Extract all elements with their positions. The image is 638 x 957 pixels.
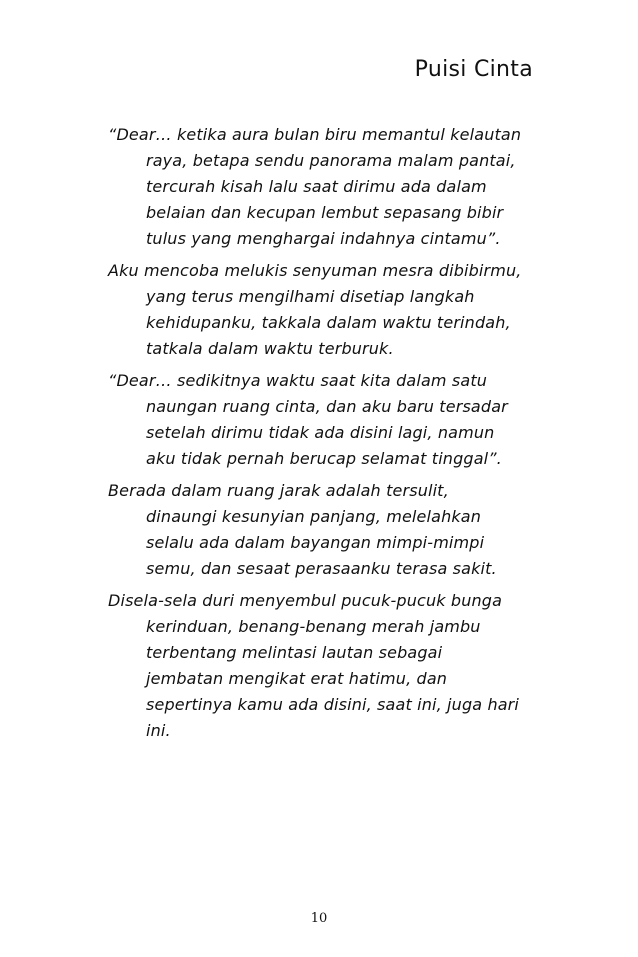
poem-line: “Dear… sedikitnya waktu saat kita dalam satu [108,371,488,390]
page-number: 10 [310,911,328,926]
poem-body [108,122,548,750]
page-title: Puisi Cinta [414,57,533,82]
poem-line: setelah dirimu tidak ada disini lagi, namun [146,423,495,442]
poem-line: Aku mencoba melukis senyuman mesra dibibirmu, [108,261,522,280]
poem-line: raya, betapa sendu panorama malam pantai, [146,151,516,170]
poem-line: tulus yang menghargai indahnya cintamu”. [146,229,501,248]
stanza-5 [108,588,548,744]
poem-line: terbentang melintasi lautan sebagai [146,643,443,662]
poem-line: tatkala dalam waktu terburuk. [146,339,394,358]
poem-line: selalu ada dalam bayangan mimpi-mimpi [146,533,485,552]
poem-line: ini. [146,721,171,740]
poem-line: naungan ruang cinta, dan aku baru tersadar [146,397,508,416]
stanza-4 [108,478,548,582]
stanza-1 [108,122,548,252]
poem-line: semu, dan sesaat perasaanku terasa sakit. [146,559,497,578]
poem-line: Berada dalam ruang jarak adalah tersulit, [108,481,449,500]
poem-line: “Dear… ketika aura bulan biru memantul kelautan [108,125,522,144]
poem-line: kehidupanku, takkala dalam waktu terindah, [146,313,511,332]
poem-line: tercurah kisah lalu saat dirimu ada dalam [146,177,487,196]
poem-line: dinaungi kesunyian panjang, melelahkan [146,507,482,526]
poem-line: belaian dan kecupan lembut sepasang bibir [146,203,504,222]
poem-line: aku tidak pernah berucap selamat tinggal”. [146,449,502,468]
stanza-3 [108,368,548,472]
poem-line: Disela-sela duri menyembul pucuk-pucuk bunga [108,591,503,610]
poem-line: jembatan mengikat erat hatimu, dan [146,669,448,688]
poem-line: yang terus mengilhami disetiap langkah [146,287,475,306]
stanza-2 [108,258,548,362]
poem-line: sepertinya kamu ada disini, saat ini, juga hari [146,695,520,714]
poem-line: kerinduan, benang-benang merah jambu [146,617,481,636]
